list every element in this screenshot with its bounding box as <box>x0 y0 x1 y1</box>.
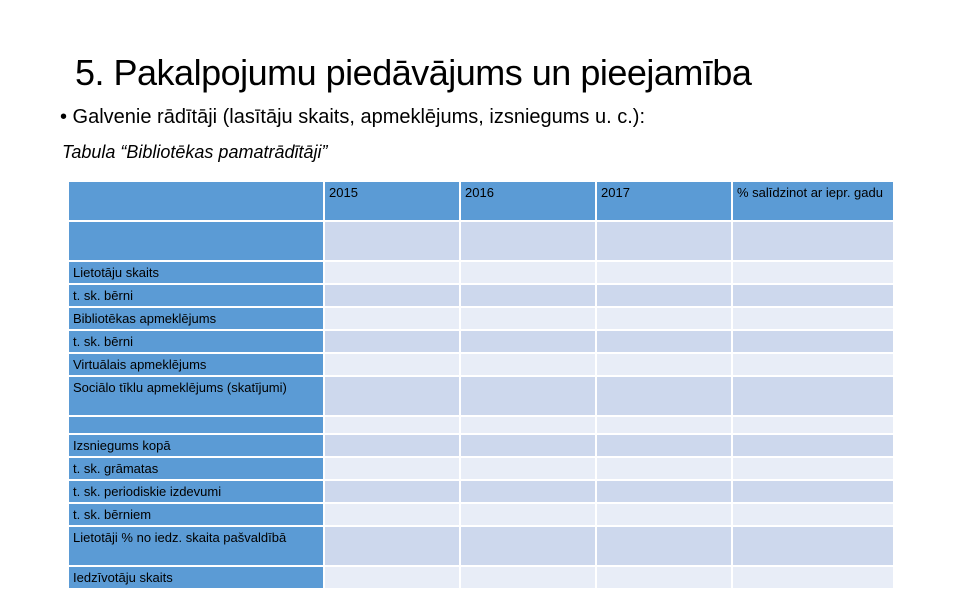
row-label-text: t. sk. bērni <box>73 288 133 303</box>
value-cell <box>460 416 596 434</box>
value-cell <box>732 457 894 480</box>
row-label <box>68 221 324 261</box>
value-cell <box>460 376 596 416</box>
value-cell <box>460 503 596 526</box>
row-label <box>68 261 324 284</box>
value-cell <box>596 480 732 503</box>
row-label-text: Lietotāji % no iedz. skaita pašvaldībā <box>73 530 287 545</box>
table-row <box>68 353 894 376</box>
table-row <box>68 307 894 330</box>
value-cell <box>460 457 596 480</box>
value-cell <box>732 261 894 284</box>
value-cell <box>596 307 732 330</box>
row-label-text: Izsniegums kopā <box>73 438 171 453</box>
row-label-text: t. sk. bērni <box>73 334 133 349</box>
value-cell <box>732 503 894 526</box>
table-row <box>68 457 894 480</box>
row-label <box>68 480 324 503</box>
row-label <box>68 526 324 566</box>
slide-title: 5. Pakalpojumu piedāvājums un pieejamība <box>75 52 752 93</box>
value-cell <box>460 480 596 503</box>
value-cell <box>324 526 460 566</box>
header-cell-2016: 2016 <box>460 181 596 221</box>
row-label <box>68 284 324 307</box>
value-cell <box>324 434 460 457</box>
value-cell <box>460 434 596 457</box>
row-label <box>68 307 324 330</box>
header-cell-2017: 2017 <box>596 181 732 221</box>
table-row <box>68 526 894 566</box>
value-cell <box>732 353 894 376</box>
value-cell <box>596 503 732 526</box>
value-cell <box>596 434 732 457</box>
row-label <box>68 353 324 376</box>
indicators-table <box>67 180 895 590</box>
value-cell <box>460 284 596 307</box>
value-cell <box>324 457 460 480</box>
value-cell <box>596 221 732 261</box>
table-row <box>68 566 894 589</box>
value-cell <box>732 416 894 434</box>
value-cell <box>596 526 732 566</box>
value-cell <box>460 307 596 330</box>
table-row <box>68 503 894 526</box>
value-cell <box>324 221 460 261</box>
value-cell <box>324 503 460 526</box>
table-row <box>68 221 894 261</box>
table-row <box>68 376 894 416</box>
row-label <box>68 503 324 526</box>
value-cell <box>732 307 894 330</box>
value-cell <box>732 330 894 353</box>
value-cell <box>732 284 894 307</box>
value-cell <box>596 330 732 353</box>
header-row <box>68 181 894 221</box>
row-label <box>68 330 324 353</box>
value-cell <box>324 261 460 284</box>
table-row <box>68 330 894 353</box>
value-cell <box>324 284 460 307</box>
row-label-text: t. sk. bērniem <box>73 507 152 522</box>
header-cell-2015: 2015 <box>324 181 460 221</box>
value-cell <box>324 566 460 589</box>
row-label-text: Bibliotēkas apmeklējums <box>73 311 217 326</box>
value-cell <box>324 353 460 376</box>
value-cell <box>596 261 732 284</box>
value-cell <box>460 261 596 284</box>
value-cell <box>732 434 894 457</box>
value-cell <box>732 376 894 416</box>
table-row <box>68 434 894 457</box>
value-cell <box>460 526 596 566</box>
value-cell <box>324 330 460 353</box>
row-label-text: Lietotāju skaits <box>73 265 159 280</box>
value-cell <box>324 307 460 330</box>
row-label <box>68 376 324 416</box>
value-cell <box>324 376 460 416</box>
value-cell <box>596 284 732 307</box>
row-label <box>68 434 324 457</box>
row-label-text: Sociālo tīklu apmeklējums (skatījumi) <box>73 380 287 395</box>
table-row <box>68 284 894 307</box>
value-cell <box>596 457 732 480</box>
value-cell <box>596 416 732 434</box>
row-label <box>68 566 324 589</box>
bullet-point: • Galvenie rādītāji (lasītāju skaits, apmeklējums, izsniegums u. c.): <box>60 106 645 128</box>
value-cell <box>732 480 894 503</box>
value-cell <box>732 526 894 566</box>
value-cell <box>324 416 460 434</box>
header-cell-empty <box>68 181 324 221</box>
table-caption: Tabula “Bibliotēkas pamatrādītāji” <box>62 142 328 162</box>
table-row <box>68 416 894 434</box>
value-cell <box>596 376 732 416</box>
table-row <box>68 480 894 503</box>
table-body <box>68 221 894 589</box>
row-label-text: t. sk. periodiskie izdevumi <box>73 484 222 499</box>
value-cell <box>324 480 460 503</box>
header-cell-change-percent: % salīdzinot ar iepr. gadu <box>732 181 894 221</box>
value-cell <box>460 330 596 353</box>
row-label-text: t. sk. grāmatas <box>73 461 159 476</box>
row-label-text: Iedzīvotāju skaits <box>73 570 173 585</box>
value-cell <box>460 566 596 589</box>
value-cell <box>460 353 596 376</box>
value-cell <box>732 221 894 261</box>
row-label-text: Virtuālais apmeklējums <box>73 357 207 372</box>
value-cell <box>596 566 732 589</box>
value-cell <box>460 221 596 261</box>
value-cell <box>732 566 894 589</box>
row-label <box>68 416 324 434</box>
table-row <box>68 261 894 284</box>
value-cell <box>596 353 732 376</box>
row-label <box>68 457 324 480</box>
